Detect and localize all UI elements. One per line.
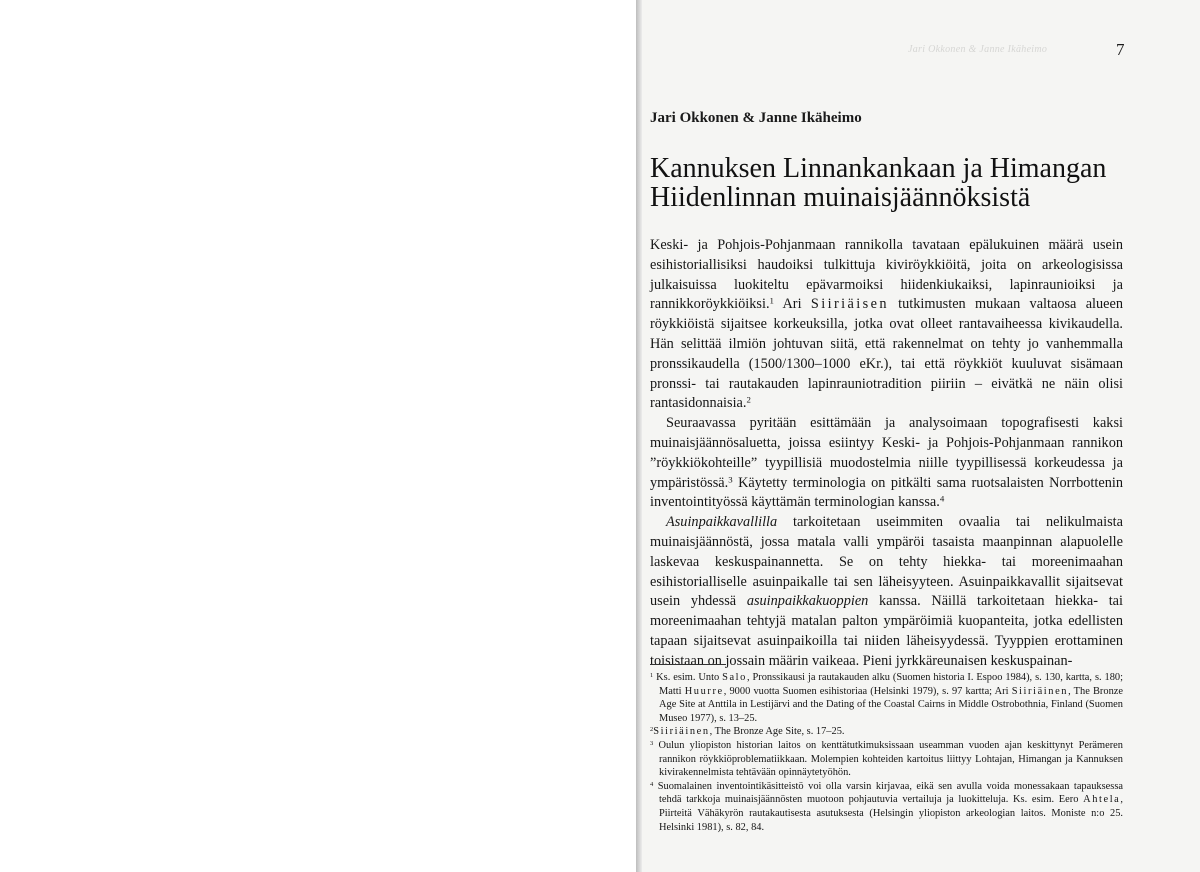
page-number: 7: [1116, 40, 1125, 59]
text-run: , 9000 vuotta Suomen esihistoriaa (Helsinki 1979), s. 97 kartta; Ari: [723, 685, 1012, 697]
footnote-1: [650, 671, 1123, 725]
text-run: Ari: [773, 296, 811, 313]
author-name-spaced: Ahtela: [1083, 794, 1121, 806]
text-run: kanssa. Näillä tarkoitetaan hiekka- tai moreenimaahan tehtyjä matalan palton ympäröimiä kuopanteita, jotka edellisten tapaan sijaitsevat asuinpaikoilla tai niiden läheisyydessä. Tyyppien erottaminen toisistaan on jossain määrin vaikeaa. Pieni jyrkkäreunaisen keskuspainan-: [650, 593, 1123, 669]
running-head: Jari Okkonen & Janne Ikäheimo: [908, 44, 1048, 55]
footnote-ref-3: 3: [728, 474, 733, 485]
text-run: tutkimusten mukaan valtaosa alueen röykkiöistä sijaitsee korkeuksilla, jotka ovat olleet rantavaiheessa kivikaudella. Hän selittää ilmiön johtuvan siitä, että rakennelmat on tehty jo vanhemmalla pronssikaudella (1500/1300–1000 eKr.), tai että röykkiöt kuuluvat sisämaan pronssi- tai rautakauden lapinrauniotradition piiriin – eivätkä ne näin olisi rantasidonnaisia.: [650, 296, 1124, 412]
right-page: [642, 0, 1200, 872]
author-name-spaced: Siiriäisen: [810, 296, 889, 313]
term-asuinpaikkakuoppa: asuinpaikkakuoppien: [746, 593, 869, 610]
text-run: Ks. esim. Unto: [653, 672, 723, 683]
paragraph-1: [650, 236, 1123, 414]
footnote-3: [650, 739, 1123, 780]
title-line-2: Hiidenlinnan muinaisjäännöksistä: [650, 182, 1031, 213]
footnote-ref-4: 4: [939, 493, 945, 504]
text-run: , The Bronze Age Site, s. 17–25.: [709, 726, 845, 738]
author-name-spaced: Siiriäinen: [653, 726, 710, 738]
footnote-ref-1: 1: [769, 295, 774, 306]
author-name-spaced: Siiriäinen: [1011, 685, 1069, 697]
footnote-4: [650, 780, 1123, 834]
footnote-2: [650, 725, 1123, 739]
text-run: Keski- ja Pohjois-Pohjanmaan rannikolla tavataan epälukuinen määrä usein esihistoriallisiksi haudoiksi tulkittuja kiviröykkiöitä, joita on arkeologisissa julkaisuissa luokiteltu epävarmoiksi hiidenkiukaiksi, lapinraunioiksi ja rannikkoröykkiöiksi.: [650, 237, 1123, 313]
text-run: , The Bronze Age Site at Anttila in Lestijärvi and the Dating of the Coastal Cairns in Middle Ostrobothnia, Finland (Suomen Museo 1977), s. 13–25.: [659, 685, 1124, 724]
paragraph-2: [650, 414, 1123, 513]
text-run: Suomalainen inventointikäsitteistö voi olla varsin kirjavaa, eikä sen avulla voida monessakaan tapauksessa tehdä tarkkoja muinaisjäännösten muotoon pohjautuvia vertailuja ja luokitteluja. Ks. esim. Eero: [653, 780, 1123, 806]
paragraph-3: [650, 513, 1123, 671]
footnote-divider: [650, 664, 726, 665]
text-run: Käytetty terminologia on pitkälti sama ruotsalaisten Norrbottenin inventointityössä käyttämän terminologian kanssa.: [650, 474, 1123, 511]
footnote-ref-2: 2: [746, 394, 751, 405]
footnotes: [650, 671, 1123, 834]
title-line-1: Kannuksen Linnankankaan ja Himangan: [650, 153, 1107, 184]
footnote-number: 3: [650, 739, 654, 747]
author-name-spaced: Salo: [722, 672, 747, 683]
text-run: tarkoitetaan useimmiten ovaalia tai nelikulmaista muinaisjäännöstä, jossa matala valli ympäröi tasaista maanpinnan alapuolelle laskevaa keskuspainannetta. Se on tehty hiekka- tai moreenimaahan esihistorialliselle asuinpaikalle tai sen läheisyyteen. Asuinpaikkavallit sijaitsevat usein yhdessä: [650, 514, 1123, 610]
footnote-number: 2: [650, 726, 654, 734]
article-title: [650, 154, 1120, 212]
text-run: Oulun yliopiston historian laitos on kenttätutkimuksissaan useamman vuoden ajan keskittynyt Perämeren rannikon röykkiöproblematiikkaan. Molempien kohteiden kartoitus liittyy Lohtajan, Himangan ja Kannuksen kivirakennelmista tehtävään opinnäytetyöhön.: [653, 739, 1123, 779]
author-name-spaced: Huurre: [684, 685, 724, 697]
article-body: [650, 236, 1123, 672]
article-authors: Jari Okkonen & Janne Ikäheimo: [650, 110, 862, 126]
footnote-number: 4: [650, 780, 654, 788]
term-asuinpaikkavalli: Asuinpaikkavallilla: [666, 514, 778, 531]
text-run: , Piirteitä Vähäkyrön rautakautisesta asutuksesta (Helsingin yliopiston arkeologian laitos. Moniste n:o 25. Helsinki 1981), s. 82, 84.: [659, 794, 1123, 833]
text-run: Seuraavassa pyritään esittämään ja analysoimaan topografisesti kaksi muinaisjäännösaluetta, joissa esiintyy Keski- ja Pohjois-Pohjanmaan rannikon ”röykkiökohteille” tyypillisiä muodostelmia niille tyypillisessä korkeudessa ja ympäristössä.: [650, 415, 1123, 491]
footnote-number: 1: [650, 671, 654, 679]
text-run: , Pronssikausi ja rautakauden alku (Suomen historia I. Espoo 1984), s. 130, kartta, s. 180; Matti: [659, 672, 1123, 697]
